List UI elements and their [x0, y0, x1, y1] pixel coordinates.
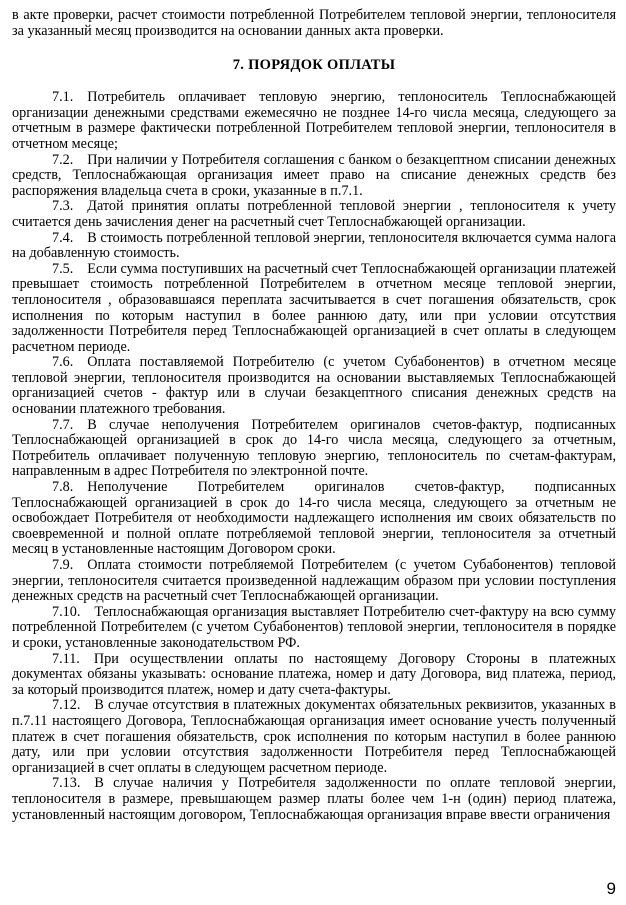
clause-text: Если сумма поступивших на расчетный счет Теплоснабжающей организации платежей превышает стоимость потребленной Потребителем в отчетном месяце тепловой энергии, теплоносителя , образовавшаяся переплата засчитывается в счет погашения обязательств, срок исполнения по которым наступил в более раннюю дату, или при условии отсутствия задолженности Потребителя перед Теплоснабжающей организацией в счет оплаты в следующем расчетном периоде.: [12, 260, 616, 355]
clause-paragraph: [12, 153, 616, 200]
clause-text: Потребитель оплачивает тепловую энергию, теплоноситель Теплоснабжающей организации денежными средствами ежемесячно не позднее 14-го числа месяца, следующего за отчетным в размере фактически потребленной Потребителем тепловой энергии, теплоносителя в отчетном месяце;: [12, 89, 616, 152]
clause-number: 7.5.: [52, 260, 74, 277]
clause-paragraph: [12, 355, 616, 417]
clause-text: Теплоснабжающая организация выставляет Потребителю счет-фактуру на всю сумму потребленной Потребителем (с учетом Субабонентов) тепловой энергии, теплоносителя в порядке и сроки, установленные законодательством РФ.: [12, 603, 616, 651]
clause-paragraph: [12, 776, 616, 823]
clause-text: Датой принятия оплаты потребленной тепловой энергии , теплоносителя к учету считается день зачисления денег на расчетный счет Теплоснабжающей организации.: [12, 198, 616, 230]
clause-paragraph: [12, 90, 616, 152]
clause-number: 7.2.: [52, 151, 74, 168]
clause-text: В случае отсутствия в платежных документах обязательных реквизитов, указанных в п.7.11 настоящего Договора, Теплоснабжающая организация имеет основание учесть полученный платеж в счет погашения обязательств, срок исполнения по которым наступил в более раннюю дату, или при условии отсутствия задолженности Потребителя перед Теплоснабжающей организацией в счет оплаты в следующем расчетном периоде.: [12, 697, 616, 776]
clause-text: Оплата поставляемой Потребителю (с учетом Субабонентов) в отчетном месяце тепловой энергии, теплоносителя производится на основании выставляемых Теплоснабжающей организацией счетов - фактур или в случаи безакцептного списания денежных средств на основании платежного требования.: [12, 354, 616, 418]
intro-paragraph: в акте проверки, расчет стоимости потребленной Потребителем тепловой энергии, теплоносителя за указанный месяц производится на основании данных акта проверки.: [12, 7, 616, 39]
clause-text: При наличии у Потребителя соглашения с банком о безакцептном списании денежных средств, Теплоснабжающая организация имеет право на списание денежных средств без распоряжения владельца счета в сроки, указанные в п.7.1.: [12, 151, 616, 199]
page-number: 9: [606, 879, 616, 898]
clause-paragraph: [12, 199, 616, 230]
clause-number: 7.9.: [52, 557, 74, 573]
clause-text: В случае наличия у Потребителя задолженности по оплате тепловой энергии, теплоносителя в размере, превышающем размер платы более чем 1-н (один) период платежа, установленный настоящим договором, Теплоснабжающая организация вправе ввести ограничения: [12, 775, 616, 823]
clause-number: 7.3.: [52, 198, 74, 215]
clause-number: 7.4.: [52, 229, 74, 246]
clause-paragraph: [12, 652, 616, 699]
clause-number: 7.11.: [52, 650, 80, 667]
clause-paragraph: [12, 605, 616, 652]
clause-text: В случае неполучения Потребителем оригиналов счетов-фактур, подписанных Теплоснабжающей организацией в срок до 14-го числа месяца, следующего за отчетным, Потребитель оплачивает полученную тепловую энергию, теплоноситель по счетам-фактурам, направленным в адрес Потребителя по электронной почте.: [12, 416, 616, 480]
clause-paragraph: [12, 480, 616, 558]
clause-number: 7.12.: [52, 697, 81, 714]
clause-text: При осуществлении оплаты по настоящему Договору Стороны в платежных документах обязаны указывать: основание платежа, номер и дату Договора, вид платежа, период, за который производится платеж, номер и дату счета-фактуры.: [12, 650, 616, 698]
clause-number: 7.10.: [52, 603, 81, 620]
clause-number: 7.8.: [52, 479, 74, 496]
clause-list: [12, 90, 616, 823]
clause-number: 7.6.: [52, 354, 74, 371]
clause-paragraph: [12, 698, 616, 776]
clause-text: Оплата стоимости потребляемой Потребителем (с учетом Субабонентов) тепловой энергии, теплоносителя считается произведенной надлежащим образом при условии поступления денежных средств на расчетный счет Теплоснабжающей организации.: [12, 557, 616, 605]
clause-text: В стоимость потребленной тепловой энергии, теплоносителя включается сумма налога на добавленную стоимость.: [12, 229, 616, 262]
clause-paragraph: [12, 558, 616, 605]
clause-paragraph: [12, 418, 616, 480]
clause-number: 7.1.: [52, 89, 74, 106]
clause-paragraph: [12, 231, 616, 262]
clause-paragraph: [12, 262, 616, 356]
clause-text: Неполучение Потребителем оригиналов счетов-фактур, подписанных Теплоснабжающей организацией в срок до 14-го числа месяца, следующего за отчетным не освобождает Потребителя от необходимости надлежащего исполнения им своих обязательств по своевременной и полной оплате потребляемой тепловой энергии, теплоносителя за отчетный месяц в установленные настоящим Договором сроки.: [12, 479, 616, 558]
clause-number: 7.7.: [52, 416, 74, 433]
clause-number: 7.13.: [52, 775, 81, 792]
section-title: 7. ПОРЯДОК ОПЛАТЫ: [232, 57, 396, 74]
